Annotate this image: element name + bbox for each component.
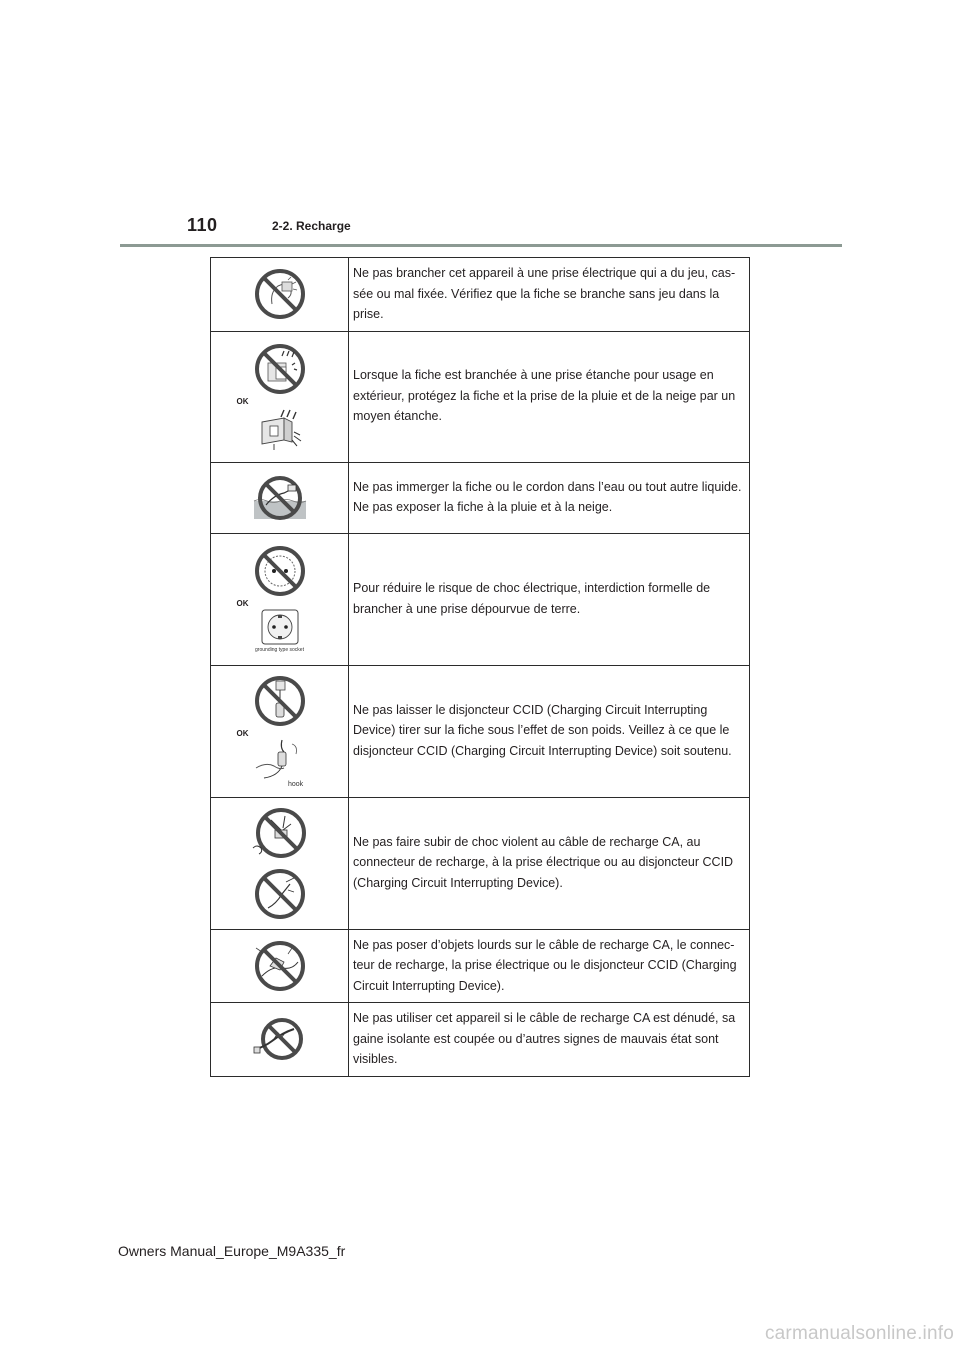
table-row <box>211 462 750 533</box>
warning-table <box>210 257 750 1077</box>
table-row <box>211 797 750 929</box>
ccid-on-hook-ok-icon <box>252 738 308 788</box>
warning-text: Pour réduire le risque de choc électrique, interdiction formelle de brancher à une prise dépourvue de terre. <box>349 533 750 665</box>
warning-text: Lorsque la fiche est branchée à une prise étanche pour usage en extérieur, protégez la fiche et la prise de la pluie et de la neige par un moyen étanche. <box>349 331 750 462</box>
icon-cell <box>211 929 349 1003</box>
plug-in-water-prohibited-icon <box>252 475 308 521</box>
warning-text: Ne pas immerger la fiche ou le cordon dans l’eau ou tout autre liquide. Ne pas exposer la fiche à la pluie et à la neige. <box>349 462 750 533</box>
ok-label: OK <box>236 599 249 608</box>
footer-manual-id: Owners Manual_Europe_M9A335_fr <box>118 1243 346 1259</box>
warning-text: Ne pas faire subir de choc violent au câble de recharge CA, au connecteur de recharge, à la prise électrique ou au disjoncteur CCID (Charging Circuit Interrupting Device). <box>349 797 750 929</box>
warning-text: Ne pas brancher cet appareil à une prise électrique qui a du jeu, cas-sée ou mal fixée. Vérifiez que la fiche se branche sans jeu dans la prise. <box>349 258 750 332</box>
ok-label: OK <box>236 397 249 406</box>
table-row <box>211 1003 750 1077</box>
icon-cell <box>211 533 349 665</box>
icon-cell <box>211 797 349 929</box>
loose-socket-prohibited-icon <box>254 268 306 320</box>
warning-text: Ne pas utiliser cet appareil si le câble de recharge CA est dénudé, sa gaine isolante est coupée ou d’autres signes de mauvais état sont visibles. <box>349 1003 750 1077</box>
warning-text: Ne pas poser d’objets lourds sur le câble de recharge CA, le connec-teur de recharge, la prise électrique ou le disjoncteur CCID (Charging Circuit Interrupting Device). <box>349 929 750 1003</box>
grounding-caption: grounding type socket <box>255 647 304 653</box>
table-row <box>211 665 750 797</box>
icon-cell <box>211 331 349 462</box>
warning-text: Ne pas laisser le disjoncteur CCID (Charging Circuit Interrupting Device) tirer sur la fiche sous l’effet de son poids. Veillez à ce que le disjoncteur CCID (Charging Circuit Interrupting Device) soit soutenu. <box>349 665 750 797</box>
hook-caption: hook <box>287 780 303 788</box>
heavy-object-prohibited-icon <box>252 940 308 992</box>
icon-cell <box>211 665 349 797</box>
grounded-socket-ok-icon <box>260 608 300 646</box>
icon-cell <box>211 462 349 533</box>
covered-outlet-ok-icon <box>250 406 310 450</box>
header-rule <box>120 244 842 247</box>
table-row <box>211 331 750 462</box>
icon-cell <box>211 1003 349 1077</box>
section-title: 2-2. Recharge <box>272 219 351 233</box>
ungrounded-socket-prohibited-icon <box>254 545 306 597</box>
impact-prohibited-icon <box>251 806 309 860</box>
page-number: 110 <box>187 215 218 235</box>
drop-prohibited-icon <box>254 868 306 920</box>
table-row <box>211 258 750 332</box>
hanging-ccid-prohibited-icon <box>254 675 306 727</box>
table-row <box>211 929 750 1003</box>
damaged-cable-prohibited-icon <box>252 1015 308 1063</box>
icon-cell <box>211 258 349 332</box>
ok-label: OK <box>236 728 249 738</box>
watermark[interactable]: carmanualsonline.info <box>764 1323 954 1344</box>
rain-on-outlet-prohibited-icon <box>254 343 306 395</box>
table-row <box>211 533 750 665</box>
